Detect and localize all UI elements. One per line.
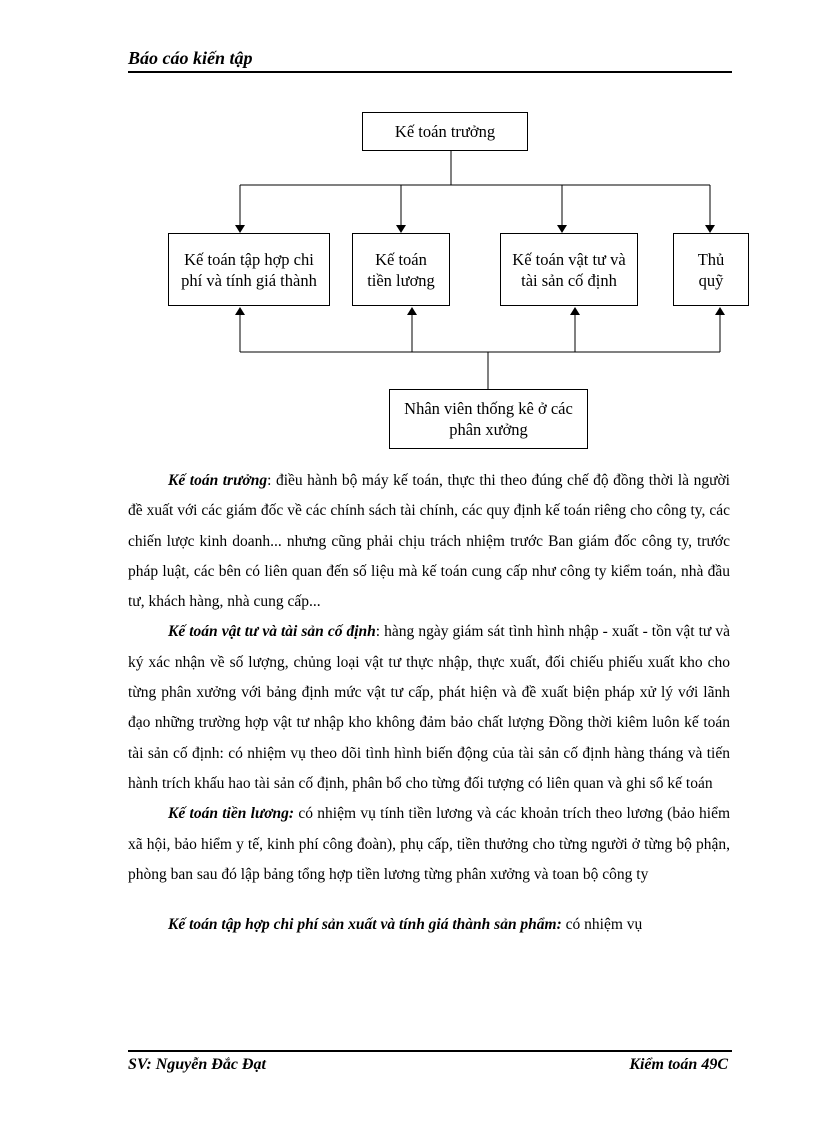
body-text [128,466,730,940]
paragraph-text: điều hành bộ máy kế toán, thực thi theo đúng chế độ đồng thời là người đề xuất với các giám đốc về các chính sách tài chính, các quy định kế toán riêng cho công ty, các chiến lược kinh doanh... nhưng cũng phải chịu trách nhiệm trước Ban giám đốc công ty, trước pháp luật, các bên có liên quan đến số liệu mà kế toán cung cấp như công ty kiểm toán, nhà đầu tư, khách hàng, nhà cung cấp... [128,472,730,611]
paragraph-text: có nhiệm vụ [561,916,643,934]
footer-class: Kiểm toán 49C [629,1056,728,1073]
box-salary-accounting [352,233,450,306]
paragraph-salary [128,799,730,890]
term-materials: Kế toán vật tư và tài sản cố định [168,623,376,641]
box-treasurer [673,233,749,306]
box-salary-accounting-label: Kế toán tiền lương [367,249,435,290]
box-cost-accounting-label: Kế toán tập hợp chi phí và tính giá thành [181,249,317,290]
box-cost-accounting [168,233,330,306]
box-treasurer-label: Thủ quỹ [697,249,725,290]
paragraph-text: hàng ngày giám sát tình hình nhập - xuất - tồn vật tư và ký xác nhận về số lượng, chủng loại vật tư thực nhập, thực xuất, đối chiếu phiếu xuất kho cho từng phân xưởng với bảng định mức vật tư cấp, phát hiện và đề xuất biện pháp xử lý với lãnh đạo những trường hợp vật tư nhập kho không đảm bảo chất lượng Đồng thời kiêm luôn kế toán tài sản cố định: có nhiệm vụ theo dõi tình hình biến động của tài sản cố định hàng tháng và tiến hành trích khấu hao tài sản cố định, phân bổ cho từng đối tượng có liên quan và ghi sổ kế toán [128,623,730,792]
box-materials-accounting [500,233,638,306]
box-chief-accountant [362,112,528,151]
term-chief-accountant: Kế toán trưởng [168,472,268,489]
org-chart [0,0,816,460]
footer-student-name: SV: Nguyễn Đắc Đạt [128,1056,266,1073]
term-salary: Kế toán tiền lương: [168,805,295,823]
box-statisticians [389,389,588,449]
term-cost: Kế toán tập hợp chi phí sản xuất và tính giá thành sản phẩm: [168,916,562,934]
footer-rule [128,1050,732,1052]
paragraph-text: có nhiệm vụ tính tiền lương và các khoản trích theo lương (bảo hiểm xã hội, bảo hiểm y tế, kinh phí công đoàn), phụ cấp, tiền thưởng cho từng người ở từng bộ phận, phòng ban sau đó lập bảng tổng hợp tiền lương từng phân xưởng và toan bộ công ty [128,805,731,883]
page-header-title: Báo cáo kiến tập [128,48,253,68]
paragraph-chief-accountant [128,466,730,617]
paragraph-separator: : [375,623,381,641]
box-chief-accountant-label: Kế toán trưởng [394,122,496,141]
box-statisticians-label: Nhân viên thống kê ở các phân xưởng [404,399,573,439]
paragraph-cost [128,910,730,940]
box-materials-accounting-label: Kế toán vật tư và tài sản cố định [512,249,626,290]
paragraph-separator: : [267,472,272,489]
paragraph-materials [128,617,730,799]
